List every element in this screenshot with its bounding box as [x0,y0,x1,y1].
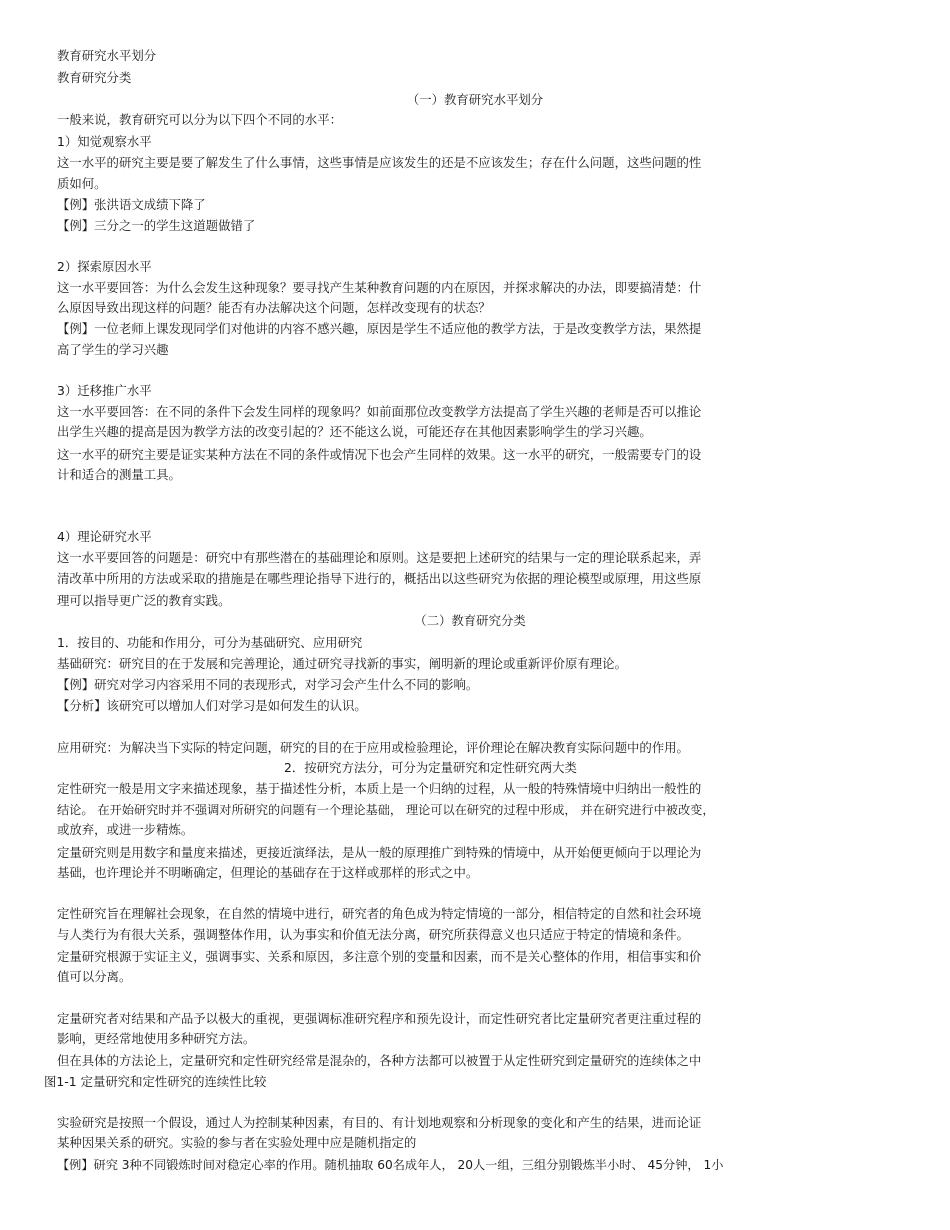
example-line: 【例】张洪语文成绩下降了 [57,197,206,212]
paragraph-line: 这一水平的研究主要是要了解发生了什么事情，这些事情是应该发生的还是不应该发生；存在什么问题，这些问题的性 [57,155,702,170]
example-line: 【例】研究 3种不同锻炼时间对稳定心率的作用。随机抽取 60名成年人， 20人一组，三组分别锻炼半小时、 45分钟， 1小 [57,1158,724,1172]
level-heading-3: 3）迁移推广水平 [57,383,152,398]
example-line: 【例】研究对学习内容采用不同的表现形式，对学习会产生什么不同的影响。 [57,677,479,692]
paragraph-line: 定性研究旨在理解社会现象，在自然的情境中进行，研究者的角色成为特定情境的一部分，相信特定的自然和社会环境 [57,906,702,921]
paragraph-line: 这一水平的研究主要是证实某种方法在不同的条件或情况下也会产生同样的效果。这一水平的研究，一般需要专门的设 [57,447,702,462]
paragraph-line: 与人类行为有很大关系，强调整体作用，认为事实和价值无法分离，研究所获得意义也只适应于特定的情境和条件。 [57,927,689,942]
paragraph-line: 这一水平要回答：在不同的条件下会发生同样的现象吗？如前面那位改变教学方法提高了学生兴趣的老师是否可以推论 [57,404,702,419]
paragraph-line: 出学生兴趣的提高是因为教学方法的改变引起的？还不能这么说，可能还存在其他因素影响学生的学习兴趣。 [57,424,652,439]
paragraph-line: 这一水平要回答：为什么会发生这种现象？要寻找产生某种教育问题的内在原因，并探求解决的办法，即要搞清楚：什 [57,280,702,295]
paragraph-line: 值可以分离。 [57,969,132,984]
category-heading-2: 2．按研究方法分，可分为定量研究和定性研究两大类 [284,760,577,775]
figure-caption: 图1-1 定量研究和定性研究的连续性比较 [44,1074,267,1089]
doc-title: 教育研究水平划分 [57,48,157,63]
paragraph-line: 应用研究：为解决当下实际的特定问题，研究的目的在于应用或检验理论，评价理论在解决教育实际问题中的作用。 [57,740,689,755]
level-heading-2: 2）探索原因水平 [57,259,152,274]
paragraph-line: 某种因果关系的研究。实验的参与者在实验处理中应是随机指定的 [57,1135,417,1150]
level-heading-1: 1）知觉观察水平 [57,134,152,149]
paragraph-line: 但在具体的方法论上，定量研究和定性研究经常是混杂的，各种方法都可以被置于从定性研究到定量研究的连续体之中 [57,1053,702,1068]
paragraph-line: 定量研究者对结果和产品予以极大的重视，更强调标准研究程序和预先设计，而定性研究者比定量研究者更注重过程的 [57,1011,702,1026]
paragraph-line: 影响，更经常地使用多种研究方法。 [57,1031,256,1046]
paragraph-line: 或放弃，或进一步精炼。 [57,822,194,837]
paragraph-line: 定量研究则是用数字和量度来描述，更接近演绎法，是从一般的原理推广到特殊的情境中，从开始便更倾向于以理论为 [57,845,702,860]
paragraph-line: 实验研究是按照一个假设，通过人为控制某种因素，有目的、有计划地观察和分析现象的变化和产生的结果，进而论证 [57,1115,702,1130]
paragraph-line: 基础研究：研究目的在于发展和完善理论，通过研究寻找新的事实，阐明新的理论或重新评价原有理论。 [57,656,627,671]
example-line: 【例】三分之一的学生这道题做错了 [57,218,256,233]
paragraph-line: 质如何。 [57,176,107,191]
paragraph-line: 么原因导致出现这样的问题？能否有办法解决这个问题，怎样改变现有的状态？ [57,300,491,315]
paragraph-line: 基础，也许理论并不明晰确定，但理论的基础存在于这样或那样的形式之中。 [57,865,479,880]
section-heading-2: （二）教育研究分类 [414,613,526,628]
paragraph-line: 结论。 在开始研究时并不强调对所研究的问题有一个理论基础， 理论可以在研究的过程中形成， 并在研究进行中被改变， [57,803,715,817]
category-heading-1: 1．按目的、功能和作用分，可分为基础研究、应用研究 [57,635,363,650]
section-heading-1: （一）教育研究水平划分 [406,92,544,107]
paragraph-line: 计和适合的测量工具。 [57,467,181,482]
paragraph-line: 定量研究根源于实证主义，强调事实、关系和原因，多注意个别的变量和因素，而不是关心整体的作用，相信事实和价 [57,949,702,964]
paragraph-line: 定性研究一般是用文字来描述现象，基于描述性分析，本质上是一个归纳的过程，从一般的特殊情境中归纳出一般性的 [57,781,702,796]
doc-subtitle: 教育研究分类 [57,70,132,85]
analysis-line: 【分析】该研究可以增加人们对学习是如何发生的认识。 [57,698,367,713]
paragraph-line: 理可以指导更广泛的教育实践。 [57,593,231,608]
paragraph-line: 一般来说，教育研究可以分为以下四个不同的水平： [57,112,342,127]
paragraph-line: 清改革中所用的方法或采取的措施是在哪些理论指导下进行的，概括出以这些研究为依据的理论模型或原理，用这些原 [57,571,702,586]
paragraph-line: 这一水平要回答的问题是：研究中有那些潜在的基础理论和原则。这是要把上述研究的结果与一定的理论联系起来，弄 [57,550,702,565]
example-line: 【例】一位老师上课发现同学们对他讲的内容不感兴趣，原因是学生不适应他的教学方法，于是改变教学方法，果然提 [57,321,702,336]
example-line: 高了学生的学习兴趣 [57,342,169,357]
level-heading-4: 4）理论研究水平 [57,529,152,544]
